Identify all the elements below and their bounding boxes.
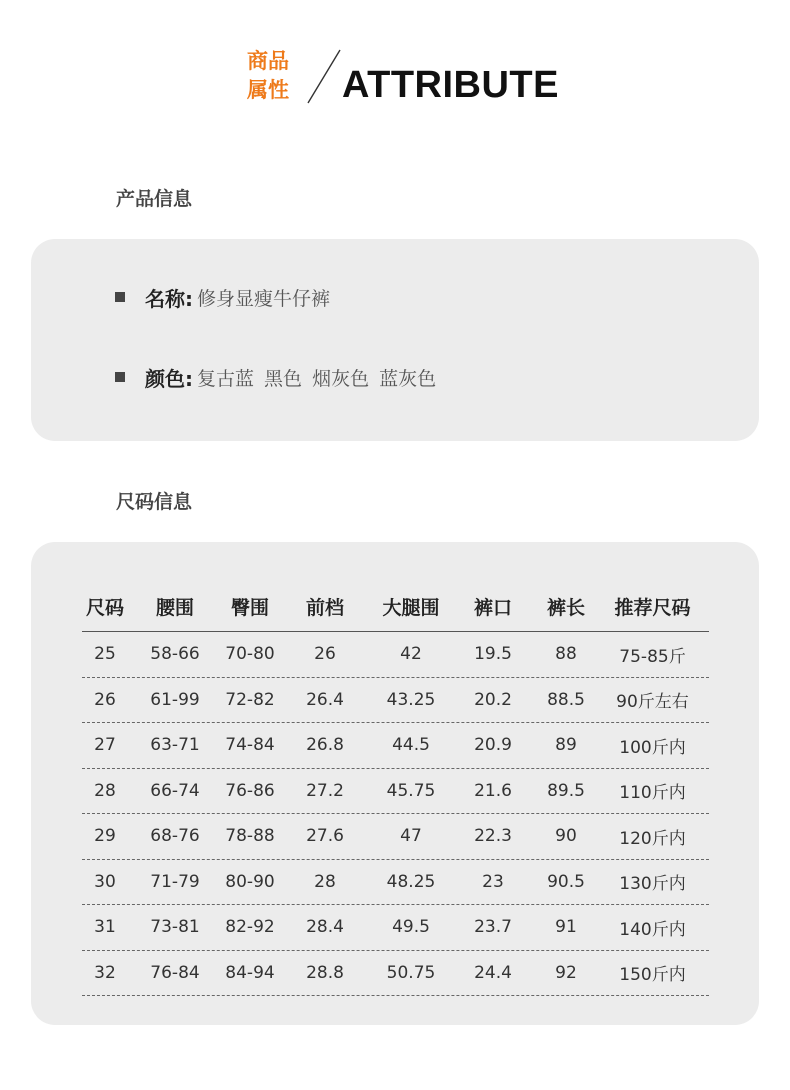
column-header: 臀围: [230, 597, 269, 619]
table-row: [82, 769, 709, 815]
header-cn-title: [247, 47, 297, 105]
table-cell: 80-90: [225, 871, 275, 892]
product-name-value: 修身显瘦牛仔裤: [197, 287, 331, 310]
column-header: 裤口: [473, 597, 512, 619]
size-info-card: [31, 542, 759, 1025]
table-cell: 21.6: [474, 780, 512, 801]
table-cell: 78-88: [225, 826, 275, 847]
table-row: [82, 678, 709, 724]
table-cell: 84-94: [225, 962, 275, 983]
table-cell: 75-85斤: [619, 646, 686, 667]
table-row: [82, 632, 709, 678]
table-cell: 76-86: [225, 780, 275, 801]
table-cell: 90.5: [547, 871, 585, 892]
table-cell: 42: [400, 644, 422, 665]
table-cell: 74-84: [225, 735, 275, 756]
table-cell: 26: [94, 689, 116, 710]
table-cell: 120斤内: [619, 828, 686, 849]
table-row: [82, 723, 709, 769]
table-cell: 48.25: [386, 871, 436, 892]
table-cell: 50.75: [386, 962, 436, 983]
table-row: [82, 860, 709, 906]
product-color-label: 颜色:: [145, 366, 193, 391]
table-cell: 22.3: [474, 826, 512, 847]
column-header: 前档: [305, 597, 344, 619]
table-row: [82, 905, 709, 951]
table-cell: 82-92: [225, 917, 275, 938]
column-header: 尺码: [85, 597, 124, 619]
table-cell: 23.7: [474, 917, 512, 938]
table-cell: 89.5: [547, 780, 585, 801]
table-cell: 49.5: [392, 917, 430, 938]
table-cell: 71-79: [150, 871, 200, 892]
table-cell: 110斤内: [619, 783, 686, 804]
table-cell: 27.2: [306, 780, 344, 801]
header-en-title: ATTRIBUTE: [342, 64, 559, 106]
table-cell: 90斤左右: [616, 692, 689, 713]
table-cell: 27.6: [306, 826, 344, 847]
table-cell: 90: [555, 826, 577, 847]
table-cell: 20.9: [474, 735, 512, 756]
table-cell: 140斤内: [619, 919, 686, 940]
table-cell: 28: [314, 871, 336, 892]
size-info-title: 尺码信息: [116, 491, 193, 513]
table-cell: 32: [94, 962, 116, 983]
product-info-card: [31, 239, 759, 441]
attribute-header: [0, 0, 790, 130]
table-cell: 63-71: [150, 735, 200, 756]
table-cell: 28.4: [306, 917, 344, 938]
table-cell: 26.4: [306, 689, 344, 710]
table-cell: 66-74: [150, 780, 200, 801]
table-cell: 44.5: [392, 735, 430, 756]
header-cn-line1: 商品: [247, 49, 289, 73]
product-name-label: 名称:: [145, 286, 193, 311]
table-cell: 25: [94, 644, 116, 665]
table-cell: 27: [94, 735, 116, 756]
table-cell: 47: [400, 826, 422, 847]
table-cell: 61-99: [150, 689, 200, 710]
column-header: 推荐尺码: [614, 597, 691, 619]
size-table: [82, 582, 709, 996]
header-cn-line2: 属性: [247, 78, 289, 102]
column-header: 腰围: [155, 597, 194, 619]
table-cell: 91: [555, 917, 577, 938]
column-header: 大腿围: [382, 597, 440, 619]
table-cell: 100斤内: [619, 737, 686, 758]
slash-divider-icon: [302, 48, 344, 106]
table-cell: 24.4: [474, 962, 512, 983]
size-table-header: [82, 582, 709, 632]
table-cell: 43.25: [386, 689, 436, 710]
table-cell: 68-76: [150, 826, 200, 847]
table-cell: 58-66: [150, 644, 200, 665]
square-bullet-icon: [115, 372, 125, 382]
table-cell: 130斤内: [619, 874, 686, 895]
size-table-body: [82, 632, 709, 996]
table-cell: 45.75: [386, 780, 436, 801]
table-cell: 23: [482, 871, 504, 892]
table-row: [82, 814, 709, 860]
table-cell: 20.2: [474, 689, 512, 710]
table-cell: 28: [94, 780, 116, 801]
table-cell: 29: [94, 826, 116, 847]
column-header: 裤长: [546, 597, 585, 619]
table-cell: 72-82: [225, 689, 275, 710]
product-color-row: [115, 362, 436, 392]
table-row: [82, 951, 709, 997]
table-cell: 92: [555, 962, 577, 983]
table-cell: 31: [94, 917, 116, 938]
table-cell: 89: [555, 735, 577, 756]
product-name-row: [115, 282, 330, 312]
table-cell: 28.8: [306, 962, 344, 983]
product-color-value: 复古蓝 黑色 烟灰色 蓝灰色: [197, 367, 437, 390]
square-bullet-icon: [115, 292, 125, 302]
table-cell: 88.5: [547, 689, 585, 710]
table-cell: 26: [314, 644, 336, 665]
table-cell: 70-80: [225, 644, 275, 665]
table-cell: 30: [94, 871, 116, 892]
table-cell: 76-84: [150, 962, 200, 983]
table-cell: 26.8: [306, 735, 344, 756]
table-cell: 19.5: [474, 644, 512, 665]
table-cell: 88: [555, 644, 577, 665]
product-info-title: 产品信息: [116, 188, 193, 210]
table-cell: 73-81: [150, 917, 200, 938]
table-cell: 150斤内: [619, 965, 686, 986]
